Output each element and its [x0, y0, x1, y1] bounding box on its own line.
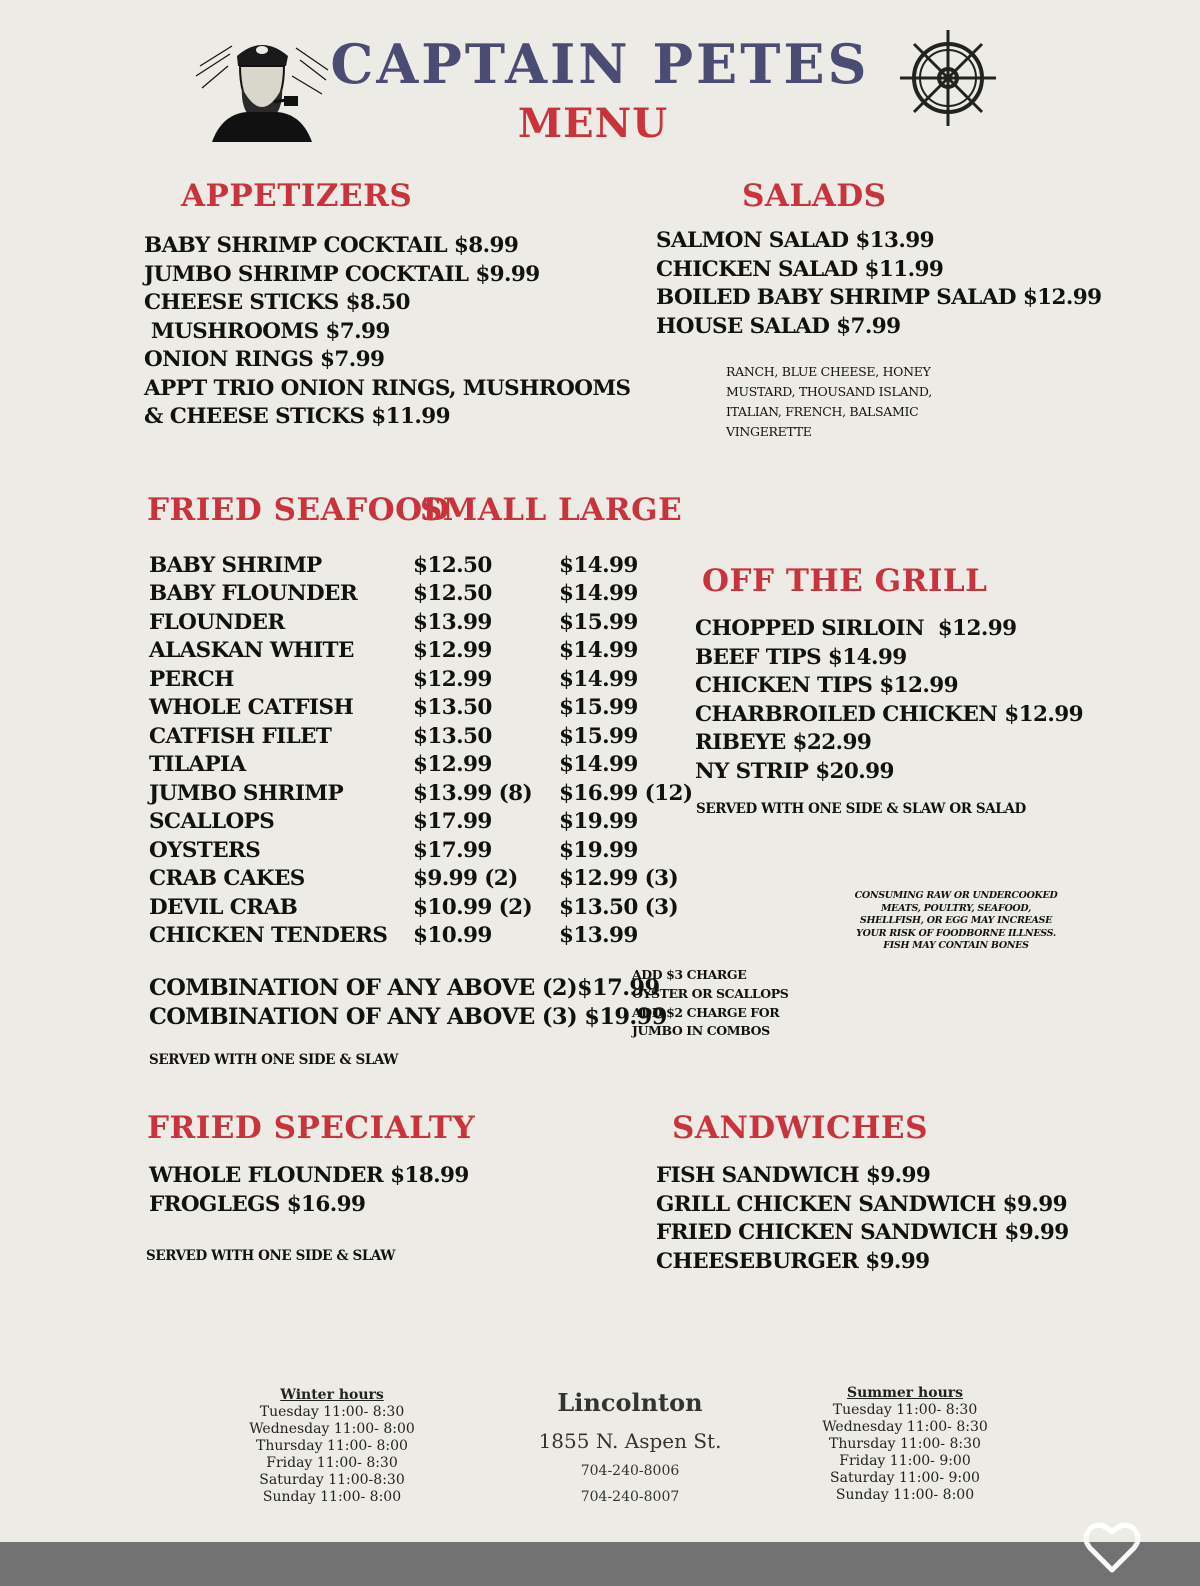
table-row [149, 580, 692, 609]
large-price: $14.99 [559, 552, 638, 578]
large-price: $14.99 [559, 638, 638, 664]
list-item: NY STRIP $20.99 [695, 758, 894, 784]
dressing-line: RANCH, BLUE CHEESE, HONEY [726, 364, 931, 379]
hours-line: Thursday 11:00- 8:00 [256, 1438, 408, 1454]
list-item: CHEESEBURGER $9.99 [656, 1248, 930, 1274]
combo-line: COMBINATION OF ANY ABOVE (2)$17.99 [149, 975, 660, 1001]
hours-line: Tuesday 11:00- 8:30 [259, 1404, 405, 1420]
specialty-list [149, 1162, 469, 1219]
phone-number: 704-240-8006 [580, 1463, 680, 1479]
large-price: $14.99 [559, 752, 638, 778]
location [520, 1388, 740, 1506]
list-item: CHICKEN TIPS $12.99 [695, 673, 958, 698]
small-price: $17.99 [413, 837, 492, 863]
hours-line: Wednesday 11:00- 8:30 [822, 1419, 988, 1435]
small-price: $17.99 [413, 809, 492, 835]
fried-seafood-table [149, 551, 692, 950]
charge-line: ADD $2 CHARGE FOR [632, 1004, 780, 1020]
hours-line: Wednesday 11:00- 8:00 [249, 1421, 415, 1437]
item-name: CHICKEN TENDERS [149, 923, 388, 949]
list-item: FROGLEGS $16.99 [149, 1191, 366, 1217]
salads-list [656, 227, 1102, 341]
item-name: ALASKAN WHITE [149, 638, 354, 664]
restaurant-title: CAPTAIN PETES [330, 32, 870, 96]
table-row [149, 751, 692, 780]
dressing-line: MUSTARD, THOUSAND ISLAND, [726, 384, 932, 399]
warning-line: CONSUMING RAW OR UNDERCOOKED [854, 890, 1058, 901]
list-item: CHOPPED SIRLOIN $12.99 [695, 616, 1017, 641]
phone-number: 704-240-8007 [580, 1489, 680, 1505]
item-name: DEVIL CRAB [149, 894, 298, 920]
summer-hours-heading: Summer hours [846, 1385, 964, 1401]
summer-hours [805, 1385, 1005, 1504]
dressing-options [726, 362, 932, 442]
grill-heading: OFF THE GRILL [702, 563, 988, 599]
large-price: $19.99 [559, 837, 638, 863]
list-item: CHARBROILED CHICKEN $12.99 [695, 701, 1083, 727]
list-item: MUSHROOMS $7.99 [144, 318, 390, 344]
large-price: $14.99 [559, 581, 638, 607]
large-price: $13.50 (3) [559, 894, 679, 920]
salads-heading: SALADS [742, 178, 887, 214]
dressing-line: VINGERETTE [726, 424, 812, 439]
winter-hours [232, 1387, 432, 1506]
appetizers-heading: APPETIZERS [181, 178, 413, 214]
warning-line: SHELLFISH, OR EGG MAY INCREASE [859, 915, 1053, 926]
dressing-line: ITALIAN, FRENCH, BALSAMIC [726, 404, 919, 419]
item-name: JUMBO SHRIMP [149, 780, 344, 806]
appetizers-list [144, 232, 630, 432]
table-row [149, 808, 692, 837]
charge-line: ADD $3 CHARGE [632, 967, 747, 982]
hours-line: Sunday 11:00- 8:00 [835, 1487, 975, 1503]
table-row [149, 608, 692, 637]
ship-wheel-icon [898, 28, 998, 128]
table-row [149, 551, 692, 580]
item-name: CATFISH FILET [149, 723, 332, 749]
hours-line: Saturday 11:00- 9:00 [830, 1470, 980, 1486]
hours-line: Friday 11:00- 8:30 [266, 1455, 398, 1471]
charge-line: OYSTER OR SCALLOPS [632, 985, 789, 1001]
specialty-served-note: SERVED WITH ONE SIDE & SLAW [146, 1248, 396, 1264]
street-address: 1855 N. Aspen St. [538, 1429, 722, 1453]
item-name: TILAPIA [149, 752, 246, 778]
table-row [149, 893, 692, 922]
large-price: $15.99 [559, 695, 638, 721]
grill-served-note: SERVED WITH ONE SIDE & SLAW OR SALAD [696, 801, 1026, 817]
ship-wheel [898, 28, 998, 128]
small-price: $13.50 [413, 695, 492, 721]
list-item: CHEESE STICKS $8.50 [144, 290, 410, 315]
warning-line: YOUR RISK OF FOODBORNE ILLNESS. [856, 927, 1056, 939]
table-row [149, 779, 692, 808]
large-price: $13.99 [559, 923, 638, 949]
large-price: $12.99 (3) [559, 866, 679, 892]
list-item: BOILED BABY SHRIMP SALAD $12.99 [656, 285, 1102, 310]
fried-seafood-served-note: SERVED WITH ONE SIDE & SLAW [149, 1052, 399, 1068]
hours-line: Thursday 11:00- 8:30 [829, 1436, 981, 1452]
list-item: WHOLE FLOUNDER $18.99 [149, 1163, 469, 1188]
list-item: ONION RINGS $7.99 [144, 347, 385, 372]
large-price: $16.99 (12) [559, 780, 693, 806]
small-price: $13.99 (8) [413, 780, 533, 806]
small-price: $12.99 [413, 752, 492, 778]
table-row [149, 665, 692, 694]
table-row [149, 694, 692, 723]
list-item: BEEF TIPS $14.99 [695, 644, 907, 670]
large-price: $15.99 [559, 609, 638, 635]
like-button[interactable] [1082, 1520, 1142, 1576]
small-price: $10.99 (2) [413, 894, 533, 920]
heart-icon [1082, 1520, 1142, 1576]
large-price: $15.99 [559, 723, 638, 749]
charge-line: JUMBO IN COMBOS [632, 1023, 770, 1039]
item-name: SCALLOPS [149, 809, 275, 835]
fried-seafood-heading: FRIED SEAFOOD [147, 492, 451, 528]
hours-line: Friday 11:00- 9:00 [839, 1453, 971, 1469]
combo-line: COMBINATION OF ANY ABOVE (3) $19.99 [149, 1003, 667, 1030]
table-row [149, 836, 692, 865]
small-price: $13.50 [413, 723, 492, 749]
small-price: $13.99 [413, 609, 492, 635]
warning-line: FISH MAY CONTAIN BONES [883, 940, 1029, 951]
small-column-heading: SMALL [420, 492, 547, 528]
combo-list [149, 974, 667, 1031]
fried-specialty-heading: FRIED SPECIALTY [147, 1110, 476, 1146]
list-item: CHICKEN SALAD $11.99 [656, 256, 944, 282]
large-price: $14.99 [559, 666, 638, 692]
table-row [149, 722, 692, 751]
list-item: & CHEESE STICKS $11.99 [144, 404, 450, 429]
small-price: $10.99 [413, 923, 492, 949]
item-name: OYSTERS [149, 837, 261, 863]
list-item: HOUSE SALAD $7.99 [656, 313, 901, 339]
item-name: BABY SHRIMP [149, 552, 322, 578]
small-price: $12.99 [413, 638, 492, 664]
list-item: BABY SHRIMP COCKTAIL $8.99 [144, 233, 519, 258]
combo-charges [632, 966, 788, 1041]
large-price: $19.99 [559, 809, 638, 835]
menu-subtitle: MENU [517, 100, 669, 147]
list-item: FRIED CHICKEN SANDWICH $9.99 [656, 1220, 1069, 1245]
small-price: $12.99 [413, 666, 492, 692]
hours-line: Tuesday 11:00- 8:30 [832, 1402, 978, 1418]
list-item: SALMON SALAD $13.99 [656, 228, 935, 253]
city-name: Lincolnton [557, 1388, 703, 1417]
grill-list [695, 615, 1083, 786]
foodborne-warning [850, 890, 1062, 953]
hours-line: Sunday 11:00- 8:00 [262, 1489, 402, 1505]
sandwiches-heading: SANDWICHES [672, 1110, 928, 1146]
item-name: PERCH [149, 666, 234, 692]
bottom-bar [0, 1542, 1200, 1586]
item-name: FLOUNDER [149, 609, 285, 635]
table-row [149, 865, 692, 894]
list-item: RIBEYE $22.99 [695, 730, 872, 755]
list-item: GRILL CHICKEN SANDWICH $9.99 [656, 1191, 1067, 1217]
table-row [149, 922, 692, 951]
item-name: CRAB CAKES [149, 866, 305, 892]
list-item: JUMBO SHRIMP COCKTAIL $9.99 [144, 261, 540, 287]
list-item: APPT TRIO ONION RINGS, MUSHROOMS [144, 375, 631, 401]
warning-line: MEATS, POULTRY, SEAFOOD, [880, 902, 1032, 914]
item-name: BABY FLOUNDER [149, 581, 358, 607]
item-name: WHOLE CATFISH [149, 695, 354, 721]
small-price: $12.50 [413, 581, 492, 607]
small-price: $12.50 [413, 552, 492, 578]
list-item: FISH SANDWICH $9.99 [656, 1163, 931, 1188]
hours-line: Saturday 11:00-8:30 [259, 1472, 405, 1488]
winter-hours-heading: Winter hours [280, 1387, 384, 1403]
table-row [149, 637, 692, 666]
sandwiches-list [656, 1162, 1069, 1276]
large-column-heading: LARGE [558, 492, 683, 528]
small-price: $9.99 (2) [413, 866, 518, 892]
